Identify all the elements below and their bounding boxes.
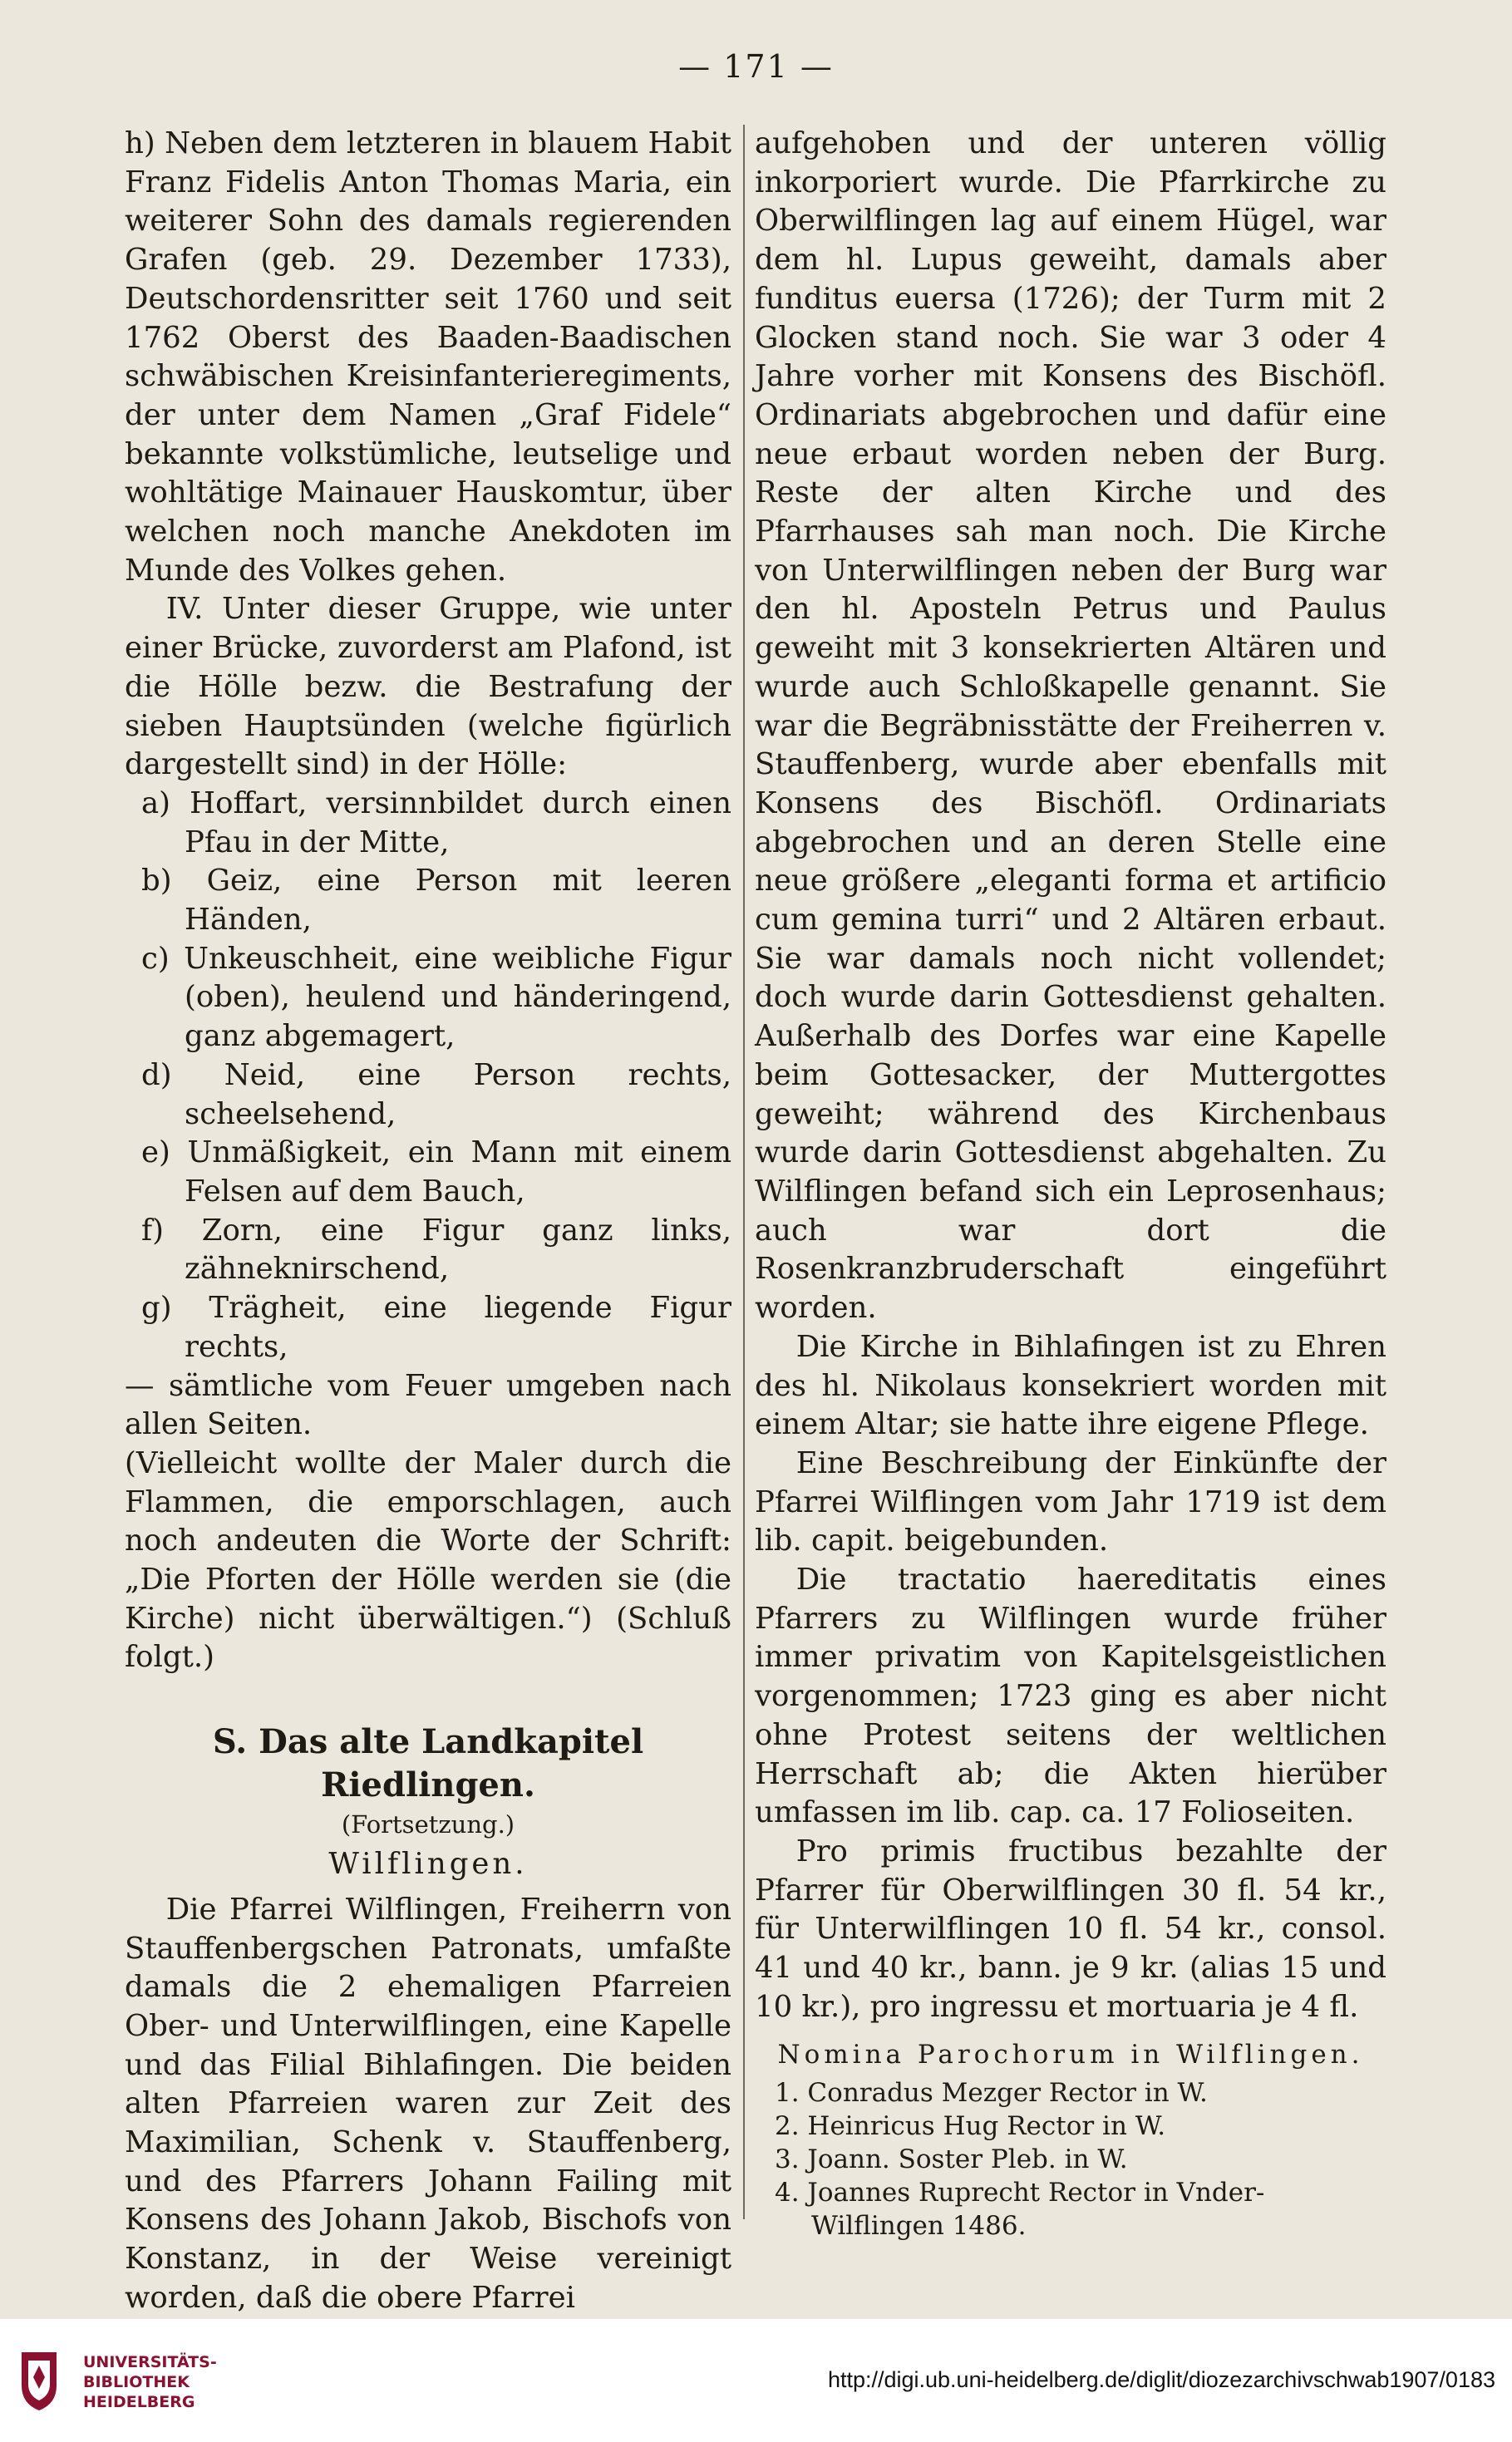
source-url-link[interactable]: http://digi.ub.uni-heidelberg.de/diglit/diozezarchivschwab1907/0183 — [827, 2367, 1495, 2392]
list-item: b) Geiz, eine Person mit leeren Händen, — [141, 864, 731, 938]
list-item: 4. Joannes Ruprecht Rector in Vnder-Wilflingen 1486. — [775, 2178, 1265, 2242]
library-name-line: BIBLIOTHEK — [83, 2373, 190, 2391]
paragraph-iv: IV. Unter dieser Gruppe, wie unter einer Brücke, zuvorderst am Plafond, ist die Hölle bezw. die Bestrafung der sieben Hauptsünden (welche figürlich dargestellt sind) in der Hölle: — [125, 592, 731, 782]
nomina-list — [755, 2076, 1386, 2243]
paragraph-fire: — sämtliche vom Feuer umgeben nach allen Seiten. — [125, 1368, 731, 1442]
list-item: d) Neid, eine Person rechts, scheelsehend, — [141, 1057, 731, 1131]
section-title: S. Das alte Landkapitel Riedlingen. — [212, 1722, 644, 1805]
list-item: c) Unkeuschheit, eine weibliche Figur (oben), heulend und händeringend, ganz abgemagert, — [141, 941, 731, 1054]
paragraph-income: Eine Beschreibung der Einkünfte der Pfarrei Wilflingen vom Jahr 1719 ist dem lib. capit. beigebunden. — [755, 1445, 1386, 1558]
list-item: 1. Conradus Mezger Rector in W. — [775, 2078, 1208, 2109]
sins-list — [125, 785, 731, 1367]
paragraph-tractatio: Die tractatio haereditatis eines Pfarrers zu Wilflingen wurde früher immer privatim von Kapitelsgeistlichen vorgenommen; 1723 ging es aber nicht ohne Protest seitens der weltlichen Herrschaft ab; die Akten hierüber umfassen im lib. cap. ca. 17 Folioseiten. — [755, 1563, 1386, 1830]
paragraph-primis: Pro primis fructibus bezahlte der Pfarrer für Oberwilflingen 30 fl. 54 kr., für Unterwilflingen 10 fl. 54 kr., consol. 41 und 40 kr., bann. je 9 kr. (alias 15 und 10 kr.), pro ingressu et mortuaria je 4 fl. — [755, 1834, 1386, 2024]
footer-bar — [0, 2319, 1512, 2442]
nomina-title: Nomina Parochorum in Wilflingen. — [777, 2040, 1364, 2070]
list-item: f) Zorn, eine Figur ganz links, zähneknirschend, — [141, 1213, 731, 1287]
list-item: g) Trägheit, eine liegende Figur rechts, — [141, 1291, 731, 1364]
paragraph-bihlafingen: Die Kirche in Bihlafingen ist zu Ehren des hl. Nikolaus konsekriert worden mit einem Altar; sie hatte ihre eigene Pflege. — [755, 1329, 1386, 1442]
paragraph-h: h) Neben dem letzteren in blauem Habit Franz Fidelis Anton Thomas Maria, ein weiterer Sohn des damals regierenden Grafen (geb. 29. Dezember 1733), Deutschordensritter seit 1760 und seit 1762 Oberst des Baaden-Baadischen schwäbischen Kreisinfanterieregiments, der unter dem Namen „Graf Fidele“ bekannte volkstümliche, leutselige und wohltätige Mainauer Hauskomtur, über welchen noch manche Anekdoten im Munde des Volkes gehen. — [125, 126, 731, 588]
continued-note: (Fortsetzung.) — [341, 1810, 515, 1839]
library-name-line: HEIDELBERG — [83, 2393, 195, 2411]
paragraph-continued: aufgehoben und der unteren völlig inkorporiert wurde. Die Pfarrkirche zu Oberwilflingen lag auf einem Hügel, war dem hl. Lupus geweiht, damals aber funditus euersa (1726); der Turm mit 2 Glocken stand noch. Sie war 3 oder 4 Jahre vorher mit Konsens des Bischöfl. Ordinariats abgebrochen und dafür eine neue erbaut worden neben der Burg. Reste der alten Kirche und des Pfarrhauses sah man noch. Die Kirche von Unterwilflingen neben der Burg war den hl. Aposteln Petrus und Paulus geweiht mit 3 konsekrierten Altären und wurde auch Schloßkapelle genannt. Sie war die Begräbnisstätte der Freiherren v. Stauffenberg, wurde aber ebenfalls mit Konsens des Bischöfl. Ordinariats abgebrochen und an deren Stelle eine neue größere „eleganti forma et artificio cum gemina turri“ und 2 Altären erbaut. Sie war damals noch nicht vollendet; doch wurde darin Gottesdienst gehalten. Außerhalb des Dorfes war eine Kapelle beim Gottesacker, der Muttergottes geweiht; während des Kirchenbaus wurde darin Gottesdienst abgehalten. Zu Wilflingen befand sich ein Leprosenhaus; auch war dort die Rosenkranzbruderschaft eingeführt worden. — [755, 126, 1386, 1326]
left-column — [125, 125, 731, 2318]
university-seal-icon — [17, 2349, 62, 2412]
list-item: 3. Joann. Soster Pleb. in W. — [775, 2144, 1128, 2175]
library-name-line: UNIVERSITÄTS- — [83, 2353, 217, 2371]
paragraph-parish: Die Pfarrei Wilflingen, Freiherrn von Stauffenbergschen Patronats, umfaßte damals die 2 ehemaligen Pfarreien Ober- und Unterwilflingen, eine Kapelle und das Filial Bihlafingen. Die beiden alten Pfarreien waren zur Zeit des Maximilian, Schenk v. Stauffenberg, und des Pfarrers Johann Failing mit Konsens des Johann Jakob, Bischofs von Konstanz, in der Weise vereinigt worden, daß die obere Pfarrei — [125, 1892, 731, 2315]
list-item: a) Hoffart, versinnbildet durch einen Pfau in der Mitte, — [141, 785, 731, 859]
right-column — [755, 125, 1386, 2243]
place-heading: Wilflingen. — [328, 1847, 528, 1882]
list-item: e) Unmäßigkeit, ein Mann mit einem Felsen auf dem Bauch, — [141, 1135, 731, 1209]
page-number: — 171 — — [678, 48, 834, 85]
paragraph-flames: (Vielleicht wollte der Maler durch die Flammen, die emporschlagen, auch noch andeuten die Worte der Schrift: „Die Pforten der Hölle werden sie (die Kirche) nicht überwältigen.“) (Schluß folgt.) — [125, 1445, 731, 1675]
list-item: 2. Heinricus Hug Rector in W. — [775, 2111, 1166, 2142]
column-divider — [743, 125, 745, 2219]
library-name — [83, 2352, 217, 2412]
